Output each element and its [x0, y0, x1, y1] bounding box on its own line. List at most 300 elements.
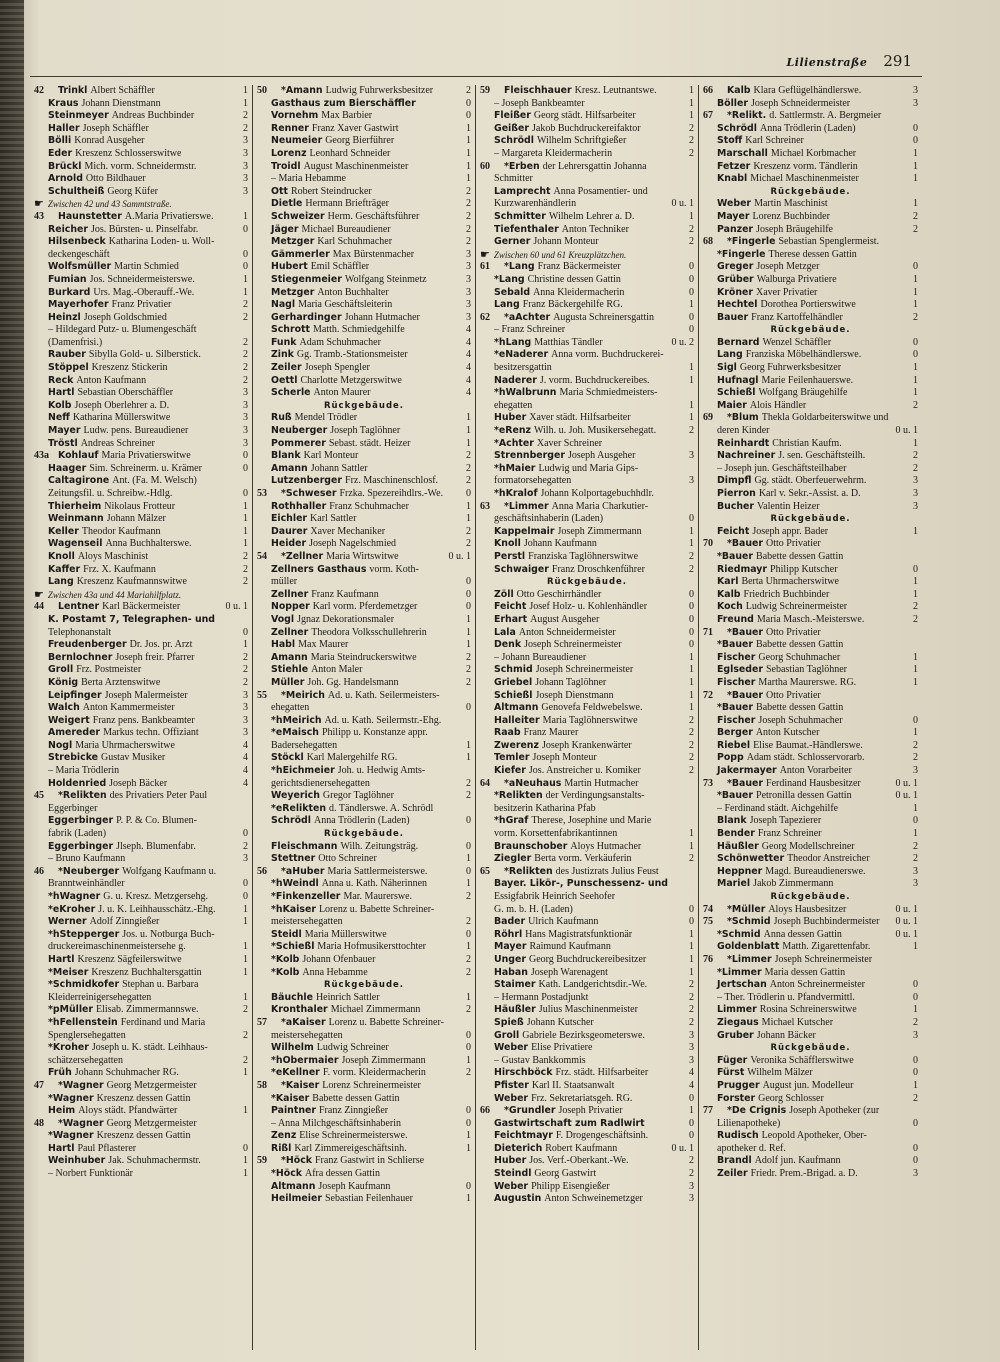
resident-entry	[703, 1030, 918, 1043]
resident-entry	[480, 727, 694, 740]
resident-name: *Meiser	[48, 966, 89, 978]
floor-number: 4	[466, 374, 471, 386]
resident-entry	[480, 601, 694, 614]
floor-number: 3	[466, 286, 471, 298]
resident-entry	[480, 375, 694, 388]
resident-description: Otto Schreiner	[318, 853, 377, 865]
resident-description: G. u. Kresz. Metzgersehg.	[103, 891, 208, 902]
floor-number: 1	[913, 147, 918, 159]
resident-entry	[34, 941, 248, 954]
resident-description: Thekla Goldarbeiterswitwe und	[761, 412, 889, 424]
resident-entry	[34, 463, 248, 476]
resident-description: Franz Schuhmacher	[329, 500, 409, 512]
resident-name: Schweizer	[271, 210, 325, 222]
floor-number: 3	[913, 488, 918, 499]
floor-number: 0	[913, 122, 918, 134]
resident-description: Kreszenz Sägfeilerswitwe	[77, 953, 182, 965]
resident-description: Friedr. Prem.-Brigad. a. D.	[750, 1168, 858, 1180]
resident-description: Herm. Geschäftsführer	[327, 210, 420, 222]
floor-number: 1	[913, 273, 918, 285]
book-gutter	[0, 0, 24, 1362]
resident-entry	[703, 904, 918, 917]
floor-number: 0	[466, 815, 471, 827]
resident-entry	[257, 135, 471, 148]
floor-number: 0	[466, 110, 471, 122]
resident-name: Funk	[271, 336, 297, 348]
resident-description: Joseph u. K. städt. Leihhaus-	[91, 1042, 208, 1054]
resident-entry	[703, 740, 918, 753]
floor-number: 0	[243, 248, 248, 260]
resident-entry	[703, 941, 918, 954]
floor-number: 1	[466, 1142, 471, 1154]
resident-entry	[703, 412, 918, 425]
floor-number: 1	[243, 525, 248, 537]
resident-description: Magd. Bureaudienerswe.	[765, 865, 866, 877]
floor-number: 1	[689, 840, 694, 852]
resident-name: *Wagner	[48, 1092, 94, 1104]
resident-description: deren Kinder	[717, 425, 770, 437]
resident-name: *aAchter	[504, 311, 551, 323]
floor-number: 2	[243, 576, 248, 588]
resident-name: Brandl	[717, 1155, 752, 1167]
resident-name: Kiefer	[494, 765, 526, 777]
floor-number: 2	[689, 714, 694, 726]
resident-entry	[703, 274, 918, 287]
resident-entry	[257, 891, 471, 904]
resident-name: Unger	[494, 953, 526, 965]
resident-description: Georg Modellschreiner	[761, 840, 855, 852]
floor-number: 1	[466, 878, 471, 890]
resident-entry	[257, 1155, 471, 1168]
resident-description: Sebastian Spenglermeist.	[778, 236, 880, 248]
resident-description: Rosina Schreinerswitwe	[759, 1004, 857, 1016]
resident-description: Jos. Bürsten- u. Pinselfabr.	[91, 223, 199, 235]
resident-name: *hMaier	[494, 462, 536, 474]
floor-number: 3	[913, 1029, 918, 1041]
resident-entry	[257, 614, 471, 627]
floor-number: 0	[689, 286, 694, 298]
house-number: 59	[257, 1155, 267, 1167]
floor-number: 0	[913, 261, 918, 273]
resident-entry	[480, 110, 694, 123]
floor-number: 0	[913, 1155, 918, 1167]
resident-name: Rißl	[271, 1142, 292, 1154]
resident-description: Franz Privatier	[111, 299, 172, 311]
resident-entry	[703, 954, 918, 967]
resident-entry	[480, 1181, 694, 1194]
section-heading: Rückgebäude.	[323, 980, 405, 991]
resident-description: Martha Maurerswe. RG.	[758, 676, 857, 688]
floor-number: 3	[243, 135, 248, 147]
resident-entry	[34, 1030, 248, 1043]
resident-description: (Damenfrisi.)	[48, 336, 103, 348]
floor-number: 1	[913, 588, 918, 600]
house-number: 42	[34, 85, 44, 96]
resident-description: Anton Schweinemetzger	[544, 1193, 643, 1205]
resident-name: Tiefenthaler	[494, 223, 559, 235]
resident-name: *Lang	[504, 261, 535, 273]
resident-entry	[34, 614, 248, 627]
resident-entry	[257, 1055, 471, 1068]
resident-entry	[34, 349, 248, 362]
resident-name: Nagl	[271, 299, 296, 311]
resident-entry	[480, 1004, 694, 1017]
resident-entry	[703, 576, 918, 589]
floor-number: 1	[243, 1105, 248, 1117]
resident-name: *pMüller	[48, 1004, 94, 1016]
resident-description: Kath. Landgerichtsdir.-We.	[538, 979, 648, 991]
floor-number: 2	[466, 777, 471, 789]
resident-name: Weinmann	[48, 513, 104, 525]
resident-description: Michael Kutscher	[761, 1016, 834, 1028]
floor-number: 2	[466, 916, 471, 928]
resident-description: Katharina Müllerswitwe	[72, 412, 171, 424]
resident-description: Robert Kaufmann	[545, 1142, 618, 1154]
floor-number: 2	[466, 85, 471, 96]
resident-description: Johann Schuhmacher RG.	[74, 1067, 179, 1079]
floor-number: 1	[466, 991, 471, 1003]
resident-description: des Privatiers Peter Paul	[109, 790, 208, 802]
resident-description: Christine dessen Gattin	[527, 273, 621, 285]
resident-description: Anna Maria Charkutier-	[551, 500, 649, 512]
floor-number: 2	[466, 953, 471, 965]
resident-entry	[480, 765, 694, 778]
resident-name: Koch	[717, 601, 743, 613]
resident-entry	[34, 1067, 248, 1080]
resident-description: Franz Xaver Gastwirt	[311, 122, 399, 134]
resident-name: Heider	[271, 538, 307, 550]
resident-description: Gabriele Bezirksgeometerswe.	[522, 1029, 645, 1041]
floor-number: 2	[466, 651, 471, 663]
resident-entry	[480, 1067, 694, 1080]
floor-number: 0	[913, 991, 918, 1003]
resident-description: Matthias Tändler	[534, 336, 603, 348]
floor-number: 1	[913, 299, 918, 311]
resident-description: Anton Maurer	[313, 387, 371, 399]
resident-description: Maria Masch.-Meisterswe.	[756, 613, 865, 625]
resident-entry	[34, 488, 248, 501]
resident-entry	[34, 1093, 248, 1106]
resident-description: F. vorm. Kleidermacherin	[322, 1067, 426, 1079]
resident-entry	[480, 752, 694, 765]
resident-entry	[480, 715, 694, 728]
pointing-hand-icon: ☛	[34, 588, 44, 601]
resident-name: Eggerbinger	[48, 840, 114, 852]
resident-entry	[257, 1067, 471, 1080]
floor-number: 1	[466, 425, 471, 437]
resident-entry	[34, 1155, 248, 1168]
house-number: 70	[703, 538, 713, 550]
resident-name: Stoff	[717, 135, 743, 147]
floor-number: 2	[689, 563, 694, 575]
resident-entry	[480, 488, 694, 501]
floor-number: 2	[689, 853, 694, 865]
resident-description: Hermann Briefträger	[305, 198, 389, 210]
resident-entry	[480, 564, 694, 577]
floor-number: 2	[689, 223, 694, 235]
column-1	[30, 85, 253, 1350]
floor-number: 3	[913, 500, 918, 512]
resident-name: Stöckl	[271, 752, 304, 764]
resident-entry	[257, 538, 471, 551]
resident-description: Georg Buchdruckereibesitzer	[528, 953, 647, 965]
resident-entry	[480, 1055, 694, 1068]
resident-name: Bader	[494, 916, 526, 928]
resident-description: Philipp u. Konstanze appr.	[321, 727, 428, 739]
resident-entry	[257, 589, 471, 602]
resident-name: Kaffer	[48, 563, 81, 575]
floor-number: 2	[913, 1016, 918, 1028]
resident-entry	[703, 828, 918, 841]
resident-description: – Hermann Postadjunkt	[494, 991, 589, 1003]
floor-number: 0	[913, 1067, 918, 1079]
resident-description: Ludwig und Maria Gips-	[538, 462, 639, 474]
resident-name: Sigl	[717, 362, 737, 374]
resident-description: Joseph Krankenwärter	[541, 739, 632, 751]
resident-name: Mayer	[48, 425, 81, 437]
resident-entry	[257, 1181, 471, 1194]
resident-entry	[34, 690, 248, 703]
resident-name: Kröner	[717, 286, 753, 298]
resident-name: Stöppel	[48, 362, 89, 374]
resident-name: *Schweser	[281, 488, 337, 499]
resident-entry	[257, 941, 471, 954]
resident-name: *Kroher	[48, 1042, 89, 1054]
resident-description: Mar. Maurerswe.	[343, 891, 413, 902]
floor-number: 0 u. 1	[671, 1142, 694, 1154]
resident-name: Röhrl	[494, 928, 523, 940]
floor-number: 1	[243, 85, 248, 96]
resident-description: Joseph Monteur	[532, 752, 597, 764]
resident-description: Sebastian Oberschäffler	[77, 387, 174, 399]
resident-description: Joseph Buchbindermeister	[773, 916, 880, 928]
column-4	[699, 85, 922, 1350]
resident-name: Kalb	[727, 85, 751, 96]
floor-number: 2	[689, 979, 694, 991]
floor-number: 2	[689, 1155, 694, 1167]
resident-description: Aloys städt. Pfandwärter	[78, 1105, 178, 1117]
resident-description: Kreszenz vorm. Tändlerin	[753, 160, 858, 172]
resident-name: Amann	[271, 462, 308, 474]
resident-entry	[34, 249, 248, 262]
floor-number: 1	[466, 639, 471, 651]
resident-name: Zeiler	[271, 362, 302, 374]
resident-entry	[480, 690, 694, 703]
resident-description: ehegatten	[494, 399, 533, 411]
resident-name: Griebel	[494, 676, 533, 688]
resident-entry	[257, 601, 471, 614]
floor-number: 1	[689, 299, 694, 311]
resident-name: Neuberger	[271, 425, 328, 437]
resident-name: Freund	[717, 613, 754, 625]
resident-entry	[703, 677, 918, 690]
resident-description: Johann Monteur	[533, 236, 599, 248]
resident-entry	[703, 400, 918, 413]
floor-number: 0	[913, 714, 918, 726]
resident-entry	[34, 967, 248, 980]
floor-number: 3	[466, 248, 471, 260]
page-number: 291	[883, 52, 912, 70]
resident-description: Robert Steindrucker	[290, 185, 372, 197]
resident-description: Philipp Eisengießer	[531, 1180, 610, 1192]
resident-name: Schrödl	[494, 135, 534, 147]
resident-name: *eKellner	[271, 1067, 320, 1079]
resident-name: Pierron	[717, 488, 756, 499]
floor-number: 1	[913, 727, 918, 739]
resident-name: Fleischmann	[271, 840, 338, 852]
resident-description: Julius Maschinenmeister	[538, 1004, 638, 1016]
resident-entry	[257, 702, 471, 715]
floor-number: 0	[689, 1130, 694, 1142]
resident-entry	[703, 299, 918, 312]
house-number: 66	[480, 1105, 490, 1117]
floor-number: 0	[913, 1054, 918, 1066]
resident-description: Georg Fuhrwerksbesitzer	[739, 362, 842, 374]
resident-entry	[703, 878, 918, 891]
resident-entry	[480, 526, 694, 539]
resident-entry	[703, 866, 918, 879]
resident-description: druckereimaschinenmeistersehe g.	[48, 941, 186, 953]
floor-number: 3	[466, 299, 471, 311]
resident-name: *Lang	[494, 273, 525, 285]
floor-number: 2	[466, 450, 471, 462]
resident-description: Franz Schreiner	[757, 828, 822, 840]
resident-description: Franz Gastwirt in Schlierse	[314, 1155, 425, 1167]
resident-description: – Ther. Trödlerin u. Pfandvermittl.	[717, 991, 855, 1003]
floor-number: 1	[243, 953, 248, 965]
floor-number: 1	[913, 160, 918, 172]
resident-entry	[34, 1017, 248, 1030]
house-number: 54	[257, 550, 267, 562]
resident-entry	[34, 954, 248, 967]
resident-description: – Norbert Funktionär	[48, 1168, 133, 1180]
resident-entry	[257, 261, 471, 274]
floor-number: 2	[466, 538, 471, 550]
resident-name: Gämmerler	[271, 248, 330, 260]
floor-number: 1	[466, 500, 471, 512]
resident-entry	[703, 664, 918, 677]
resident-description: Berta Arztenswitwe	[81, 676, 161, 688]
resident-name: *Bauer	[727, 777, 764, 789]
resident-entry	[703, 488, 918, 501]
resident-description: Adam Schuhmacher	[299, 336, 381, 348]
resident-name: *Bauer	[727, 689, 764, 701]
resident-description: Anton Kammermeister	[82, 702, 175, 714]
resident-entry	[34, 425, 248, 438]
resident-description: Franz pens. Bankbeamter	[92, 714, 195, 726]
floor-number: 0 u. 1	[895, 903, 918, 915]
resident-entry	[34, 400, 248, 413]
resident-name: Reicher	[48, 223, 89, 235]
floor-number: 0	[243, 223, 248, 235]
floor-number: 2	[689, 727, 694, 739]
resident-description: Lorenz u. Babette Schreiner-	[328, 1016, 444, 1028]
floor-number: 3	[243, 185, 248, 197]
resident-entry	[480, 954, 694, 967]
floor-number: 0	[689, 613, 694, 625]
resident-description: Frzka. Spezereihdlrs.-We.	[339, 488, 444, 499]
floor-number: 1	[689, 538, 694, 550]
resident-description: Kreszenz dessen Gattin	[96, 1130, 191, 1142]
floor-number: 2	[466, 1004, 471, 1016]
floor-number: 1	[689, 374, 694, 386]
resident-entry	[34, 1143, 248, 1156]
resident-entry	[257, 1168, 471, 1181]
floor-number: 1	[689, 525, 694, 537]
resident-description: Joseph Metzger	[756, 261, 820, 273]
resident-name: Dimpfl	[717, 475, 752, 487]
floor-number: 2	[243, 110, 248, 122]
floor-number: 0 u. 1	[448, 550, 471, 562]
resident-name: Bernard	[717, 336, 760, 348]
floor-number: 1	[466, 613, 471, 625]
resident-name: Dietle	[271, 198, 303, 210]
floor-number: 3	[689, 1042, 694, 1054]
resident-entry	[257, 916, 471, 929]
resident-name: Neff	[48, 412, 70, 424]
resident-description: Babette dessen Gattin	[756, 550, 844, 562]
cross-street-text: Zwischen 42 und 43 Sammtstraße.	[47, 199, 172, 210]
section-heading: Rückgebäude.	[546, 577, 628, 588]
resident-name: Lala	[494, 626, 516, 638]
floor-number: 3	[913, 1168, 918, 1180]
resident-entry	[257, 249, 471, 262]
resident-description: Joseph Schäffler	[82, 122, 149, 134]
resident-name: Perstl	[494, 550, 526, 562]
resident-entry	[703, 992, 918, 1005]
resident-entry	[703, 551, 918, 564]
resident-entry	[257, 488, 471, 501]
resident-entry	[34, 1168, 248, 1181]
floor-number: 1	[466, 941, 471, 953]
resident-entry	[34, 740, 248, 753]
resident-entry	[257, 110, 471, 123]
floor-number: 2	[466, 236, 471, 248]
resident-description: fabrik (Laden)	[48, 828, 107, 840]
resident-name: Brückl	[48, 160, 82, 172]
resident-entry	[34, 513, 248, 526]
floor-number: 1	[466, 626, 471, 638]
floor-number: 2	[243, 840, 248, 852]
floor-number: 2	[243, 299, 248, 311]
resident-name: Häußler	[494, 1004, 536, 1016]
floor-number: 2	[689, 122, 694, 134]
resident-description: Johann Bäcker	[756, 1029, 816, 1041]
resident-description: Joseph Privatier	[558, 1105, 623, 1117]
resident-entry	[480, 211, 694, 224]
resident-name: Jäger	[271, 223, 299, 235]
floor-number: 0	[913, 979, 918, 991]
resident-description: August Ausgeher	[530, 613, 600, 625]
resident-entry	[703, 438, 918, 451]
resident-description: Joseph Goldschmied	[83, 311, 167, 323]
resident-name: Fumian	[48, 273, 87, 285]
resident-name: Reck	[48, 374, 74, 386]
resident-name: Zenz	[271, 1130, 297, 1142]
resident-name: Fischer	[717, 651, 756, 663]
resident-name: Forster	[717, 1092, 756, 1104]
pointing-hand-icon: ☛	[34, 198, 44, 211]
resident-description: Anna Hebamme	[302, 966, 368, 978]
resident-entry	[34, 601, 248, 614]
resident-entry	[703, 362, 918, 375]
floor-number: 1	[689, 412, 694, 424]
resident-description: Kleiderreinigersehegatten	[48, 991, 152, 1003]
resident-description: Joseph Tapezierer	[749, 815, 822, 827]
resident-description: Joseph Schreinermeister	[535, 664, 634, 676]
resident-name: *Bauer	[717, 550, 754, 562]
resident-entry	[480, 425, 694, 438]
